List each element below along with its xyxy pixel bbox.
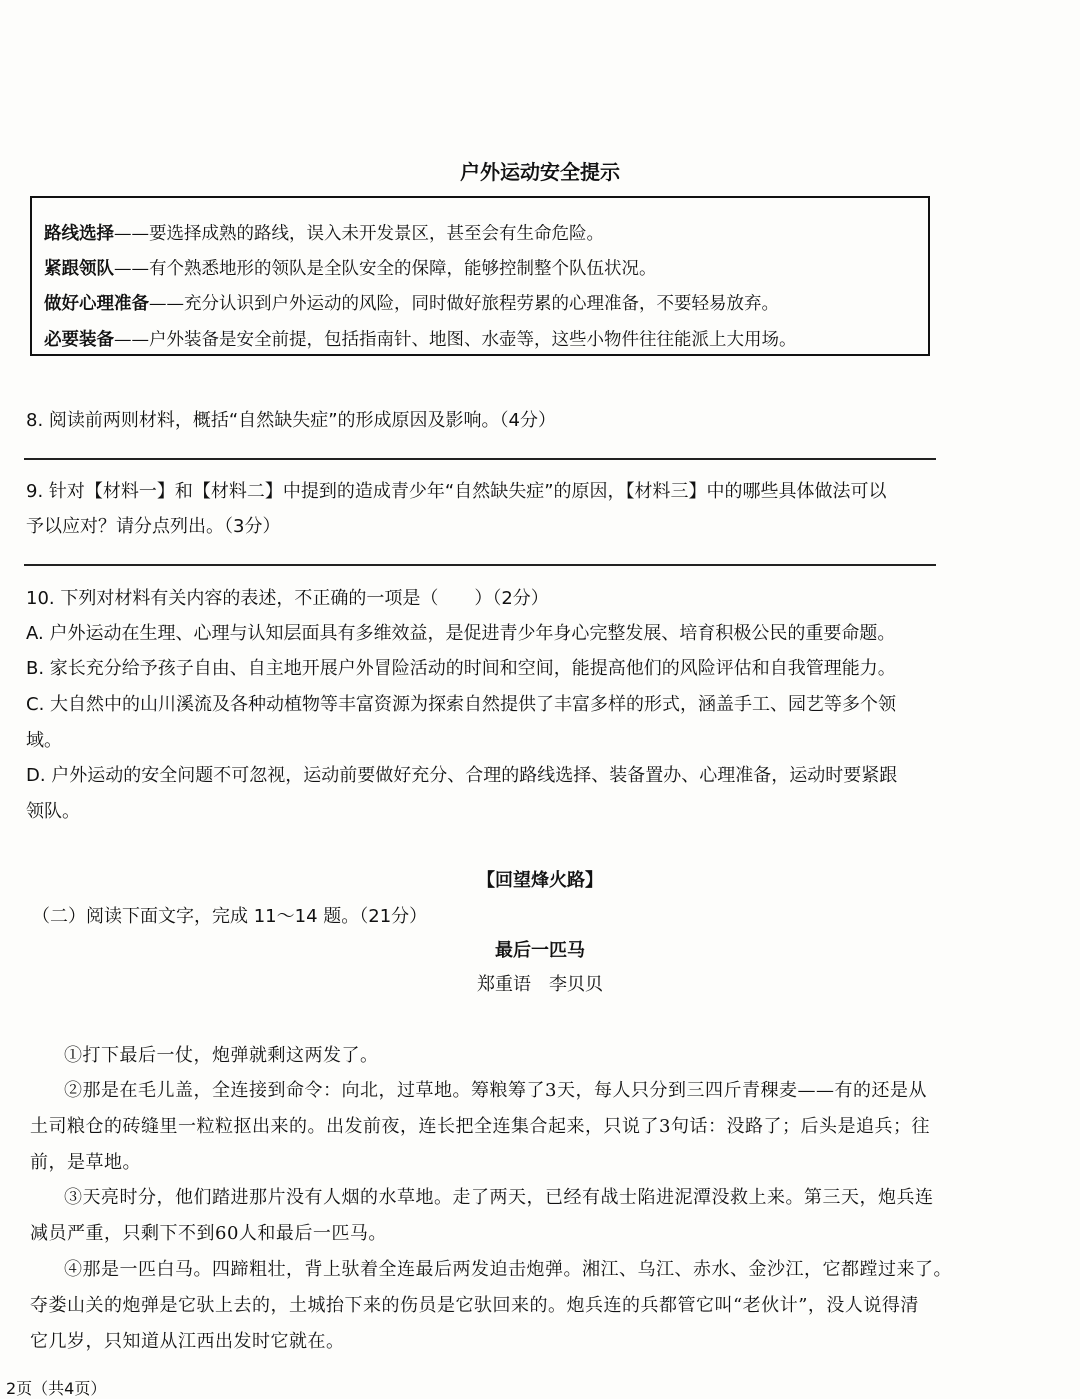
answer-line-8[interactable] bbox=[24, 458, 936, 460]
story-paragraph-4-end: 它几岁，只知道从江西出发时它就在。 bbox=[30, 1331, 345, 1352]
section-title: 户外运动安全提示 bbox=[460, 160, 620, 184]
option-b: B. 家长充分给予孩子自由、自主地开展户外冒险活动的时间和空间，能提高他们的风险评估和自我管理能力。 bbox=[26, 658, 896, 679]
tip-equipment bbox=[44, 326, 797, 351]
story-paragraph-4-cont: 夺娄山关的炮弹是它驮上去的，土城抬下来的伤员是它驮回来的。炮兵连的兵都管它叫“老伙计”，没人说得清 bbox=[30, 1295, 919, 1316]
tip-dash: —— bbox=[114, 259, 149, 279]
story-paragraph-2: ②那是在毛儿盖，全连接到命令：向北，过草地。筹粮筹了3天，每人只分到三四斤青稞麦——有的还是从 bbox=[64, 1080, 927, 1101]
story-authors: 郑重语 李贝贝 bbox=[477, 974, 603, 995]
part-intro: （二）阅读下面文字，完成 11～14 题。（21分） bbox=[32, 906, 428, 927]
story-paragraph-2-end: 前，是草地。 bbox=[30, 1152, 141, 1173]
option-c-continued: 域。 bbox=[26, 730, 62, 751]
tip-text: 充分认识到户外运动的风险，同时做好旅程劳累的心理准备，不要轻易放弃。 bbox=[184, 294, 779, 314]
story-paragraph-3-cont: 减员严重，只剩下不到60人和最后一匹马。 bbox=[30, 1223, 387, 1244]
story-paragraph-1: ①打下最后一仗，炮弹就剩这两发了。 bbox=[64, 1045, 379, 1066]
question-8: 8. 阅读前两则材料，概括“自然缺失症”的形成原因及影响。（4分） bbox=[26, 410, 556, 431]
answer-line-9[interactable] bbox=[24, 564, 936, 566]
tip-route bbox=[44, 220, 604, 245]
story-paragraph-4: ④那是一匹白马。四蹄粗壮，背上驮着全连最后两发迫击炮弹。湘江、乌江、赤水、金沙江，它都蹚过来了。 bbox=[64, 1259, 952, 1280]
safety-tips-box bbox=[30, 196, 930, 356]
tip-mental bbox=[44, 290, 779, 315]
story-paragraph-2-cont: 土司粮仓的砖缝里一粒粒抠出来的。出发前夜，连长把全连集合起来，只说了3句话：没路了；后头是追兵；往 bbox=[30, 1116, 930, 1137]
page-footer: 2页（共4页） bbox=[6, 1379, 107, 1398]
tip-dash: —— bbox=[114, 224, 149, 244]
story-paragraph-3: ③天亮时分，他们踏进那片没有人烟的水草地。走了两天，已经有战士陷进泥潭没救上来。第三天，炮兵连 bbox=[64, 1187, 934, 1208]
part-heading: 【回望烽火路】 bbox=[477, 870, 603, 891]
tip-label: 路线选择 bbox=[44, 224, 114, 244]
option-d: D. 户外运动的安全问题不可忽视，运动前要做好充分、合理的路线选择、装备置办、心理准备，运动时要紧跟 bbox=[26, 765, 898, 786]
question-9-line-2: 予以应对？请分点列出。（3分） bbox=[26, 516, 281, 537]
tip-text: 户外装备是安全前提，包括指南针、地图、水壶等，这些小物件往往能派上大用场。 bbox=[149, 330, 797, 350]
question-10: 10. 下列对材料有关内容的表述，不正确的一项是（ ）（2分） bbox=[26, 588, 549, 609]
option-a: A. 户外运动在生理、心理与认知层面具有多维效益，是促进青少年身心完整发展、培育积极公民的重要命题。 bbox=[26, 623, 896, 644]
story-title: 最后一匹马 bbox=[495, 940, 585, 961]
tip-label: 做好心理准备 bbox=[44, 294, 149, 314]
question-9-line-1: 9. 针对【材料一】和【材料二】中提到的造成青少年“自然缺失症”的原因，【材料三】中的哪些具体做法可以 bbox=[26, 481, 887, 502]
tip-text: 要选择成熟的路线，误入未开发景区，甚至会有生命危险。 bbox=[149, 224, 604, 244]
tip-leader bbox=[44, 255, 657, 280]
tip-label: 紧跟领队 bbox=[44, 259, 114, 279]
option-d-continued: 领队。 bbox=[26, 801, 80, 822]
tip-dash: —— bbox=[114, 330, 149, 350]
tip-dash: —— bbox=[149, 294, 184, 314]
tip-text: 有个熟悉地形的领队是全队安全的保障，能够控制整个队伍状况。 bbox=[149, 259, 657, 279]
option-c: C. 大自然中的山川溪流及各种动植物等丰富资源为探索自然提供了丰富多样的形式，涵盖手工、园艺等多个领 bbox=[26, 694, 897, 715]
tip-label: 必要装备 bbox=[44, 330, 114, 350]
